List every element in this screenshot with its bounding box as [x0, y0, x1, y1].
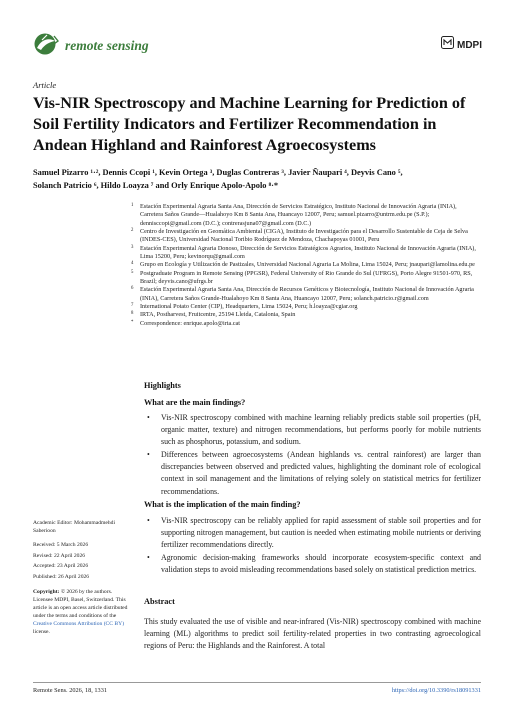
affiliation-item [131, 245, 481, 262]
bullet-icon: • [147, 516, 150, 525]
footer-divider [33, 682, 481, 683]
author-line: Samuel Pizarro ¹·², Dennis Ccopi ¹, Kevin Ortega ³, Duglas Contreras ³, Javier Ñaupari ⁴, Deyvis Cano ⁵, [33, 168, 403, 177]
license-link[interactable]: Creative Commons Attribution (CC BY) [33, 621, 125, 627]
journal-logo [33, 33, 149, 59]
doi-footer [330, 687, 481, 694]
published-date: Published: 26 April 2026 [33, 573, 90, 580]
affiliation-item [131, 286, 481, 303]
affiliation-text: Postgraduate Program in Remote Sensing (PPGSR), Federal University of Rio Grande do Sul (UFRGS), Porto Alegre 91501-970, RS, Brazil; deyvis.cano@ufrgs.br [140, 269, 473, 286]
affiliation-text: Estación Experimental Agraria Donoso, Dirección de Servicios Estratégicos Agrarios, Instituto Nacional de Innovación Agraria (INIA), Lima 15200, Peru; kevinorqu@gmail.com [140, 244, 476, 261]
correspondence-text: Correspondence: enrique.apolo@irta.cat [140, 319, 241, 327]
highlight-text: Vis-NIR spectroscopy combined with machine learning reliably predicts stable soil properties (pH, organic matter, texture) and nitrogen recommendations, but performs poorly for mobile nutrients such as phosphorus, potassium, and sodium. [161, 413, 481, 447]
paper-title: Vis-NIR Spectroscopy and Machine Learning for Prediction of Soil Fertility Indicators and Fertilizer Recommendation in Andean Highland and Rainforest Agroecosystems [33, 94, 466, 154]
author-line: Solanch Patricio ⁶, Hildo Loayza ⁷ and Orly Enrique Apolo-Apolo ⁸·* [33, 181, 279, 190]
affiliation-number: 6 [131, 286, 134, 292]
affiliation-item [131, 270, 481, 287]
abstract-heading: Abstract [144, 597, 175, 606]
affiliation-item [131, 303, 481, 311]
affiliation-number: 8 [131, 311, 134, 317]
mdpi-logo [441, 36, 482, 54]
affiliation-number: 3 [131, 244, 134, 250]
affiliation-number: 5 [131, 269, 134, 275]
affiliation-item [131, 311, 481, 319]
affiliation-number: 7 [131, 303, 134, 309]
accepted-date: Accepted: 23 April 2026 [33, 563, 89, 569]
affiliation-text: IRTA, Postharvest, Fruitcentre, 25194 Lleida, Catalonia, Spain [140, 311, 296, 319]
bullet-icon: • [147, 553, 150, 562]
highlight-text: Agronomic decision-making frameworks should incorporate ecosystem-specific context and validation steps to avoid misleading recommendations based solely on statistical prediction metrics. [161, 553, 481, 575]
mdpi-icon [441, 36, 454, 54]
highlight-text: Vis-NIR spectroscopy can be reliably applied for rapid assessment of stable soil properties and for supporting nitrogen management, but caution is needed when estimating mobile nutrients or deriving fertilizer recommendations directly. [161, 516, 481, 550]
article-type: Article [33, 80, 57, 90]
license-suffix: license. [33, 629, 50, 635]
highlight-bullet [144, 449, 481, 498]
abstract-text: This study evaluated the use of visible and near-infrared (Vis-NIR) spectroscopy combined with machine learning (ML) algorithms to predict soil fertility-related properties in two contrasting agroecological regions of Peru: the Highlands and the Rainforest. A total [144, 617, 481, 651]
received-date: Received: 5 March 2026 [33, 542, 89, 548]
affiliation-item [131, 228, 481, 245]
publisher-name: MDPI [457, 39, 482, 51]
affiliation-item [131, 203, 481, 228]
highlights-question: What are the main findings? [144, 398, 246, 407]
doi-link[interactable]: https://doi.org/10.3390/rs18091331 [391, 687, 481, 694]
correspondence-item [131, 320, 481, 328]
affiliation-item [131, 261, 481, 269]
affiliation-text: Centro de Investigación en Geomática Ambiental (CIGA), Instituto de Investigación para el Desarrollo Sustentable de Ceja de Selva (INDES-CES), Universidad Nacional Toribio Rodríguez de Mendoza, Chachapoyas 01001, Peru [140, 228, 468, 244]
highlight-bullet [144, 515, 481, 552]
revised-date: Revised: 22 April 2026 [33, 552, 86, 559]
affiliations [131, 203, 481, 328]
journal-leaf-icon [33, 32, 61, 61]
copyright-notice [33, 588, 133, 636]
affiliation-text: Grupo en Ecología y Utilización de Pastizales, Universidad Nacional Agraria La Molina, Lima 15024, Peru; jnaupari@lamolina.edu.pe [140, 261, 475, 269]
affiliation-text: International Potato Center (CIP), Headquarters, Lima 15024, Peru; h.loayza@cgiar.org [140, 303, 358, 311]
highlights-heading: Highlights [144, 381, 181, 390]
affiliation-number: 2 [131, 228, 134, 234]
author-list [33, 166, 483, 192]
affiliation-number: 4 [131, 261, 134, 267]
highlights-question: What is the implication of the main finding? [144, 500, 301, 509]
citation-text: Remote Sens. 2026, 18, 1331 [33, 687, 107, 694]
academic-editor: Academic Editor: Mohammadmehdi Saberioon [33, 520, 116, 534]
citation-footer [33, 687, 107, 694]
affiliation-number: 1 [131, 203, 134, 208]
highlight-text: Differences between agroecosystems (Andean highlands vs. central rainforest) are larger than discrepancies between observed and predicted values, highlighting the dominant role of ecological context in soil management and the limitations of relying solely on statistical metrics for fertilizer recommendations. [161, 450, 481, 496]
bullet-icon: • [147, 413, 150, 422]
publication-dates [33, 541, 133, 581]
copyright-label: Copyright: [33, 589, 60, 595]
affiliation-text: Estación Experimental Agraria Santa Ana, Dirección de Recursos Genéticos y Biotecnología, Instituto Nacional de Innovación Agraria (INIA), Carretera Saños Grande-Hualahoyo Km 8 Santa Ana, Huancayo 12007, Peru; solanch.patricio.r@gmail.com [140, 286, 474, 302]
highlight-bullet [144, 552, 481, 576]
copyright-text: © 2026 by the authors. Licensee MDPI, Basel, Switzerland. This article is an open access article distributed under the terms and conditions of the [33, 589, 128, 619]
affiliation-text: Estación Experimental Agraria Santa Ana, Dirección de Servicios Estratégico, Instituto Nacional de Innovación Agraria (INIA), Carretera Saños Grande—Hualahoyo Km 8 Santa Ana, Huancayo 12007, Peru; samuel.pizarro@untrm.edu.pe (S.P.); dennisccopi@gmail.com (D.C.); contrerasjuna07@gmail.com (D.C.) [140, 203, 457, 227]
journal-name: remote sensing [65, 38, 149, 53]
bullet-icon: • [147, 450, 150, 459]
affiliation-number: * [131, 319, 134, 325]
highlight-bullet [144, 412, 481, 449]
